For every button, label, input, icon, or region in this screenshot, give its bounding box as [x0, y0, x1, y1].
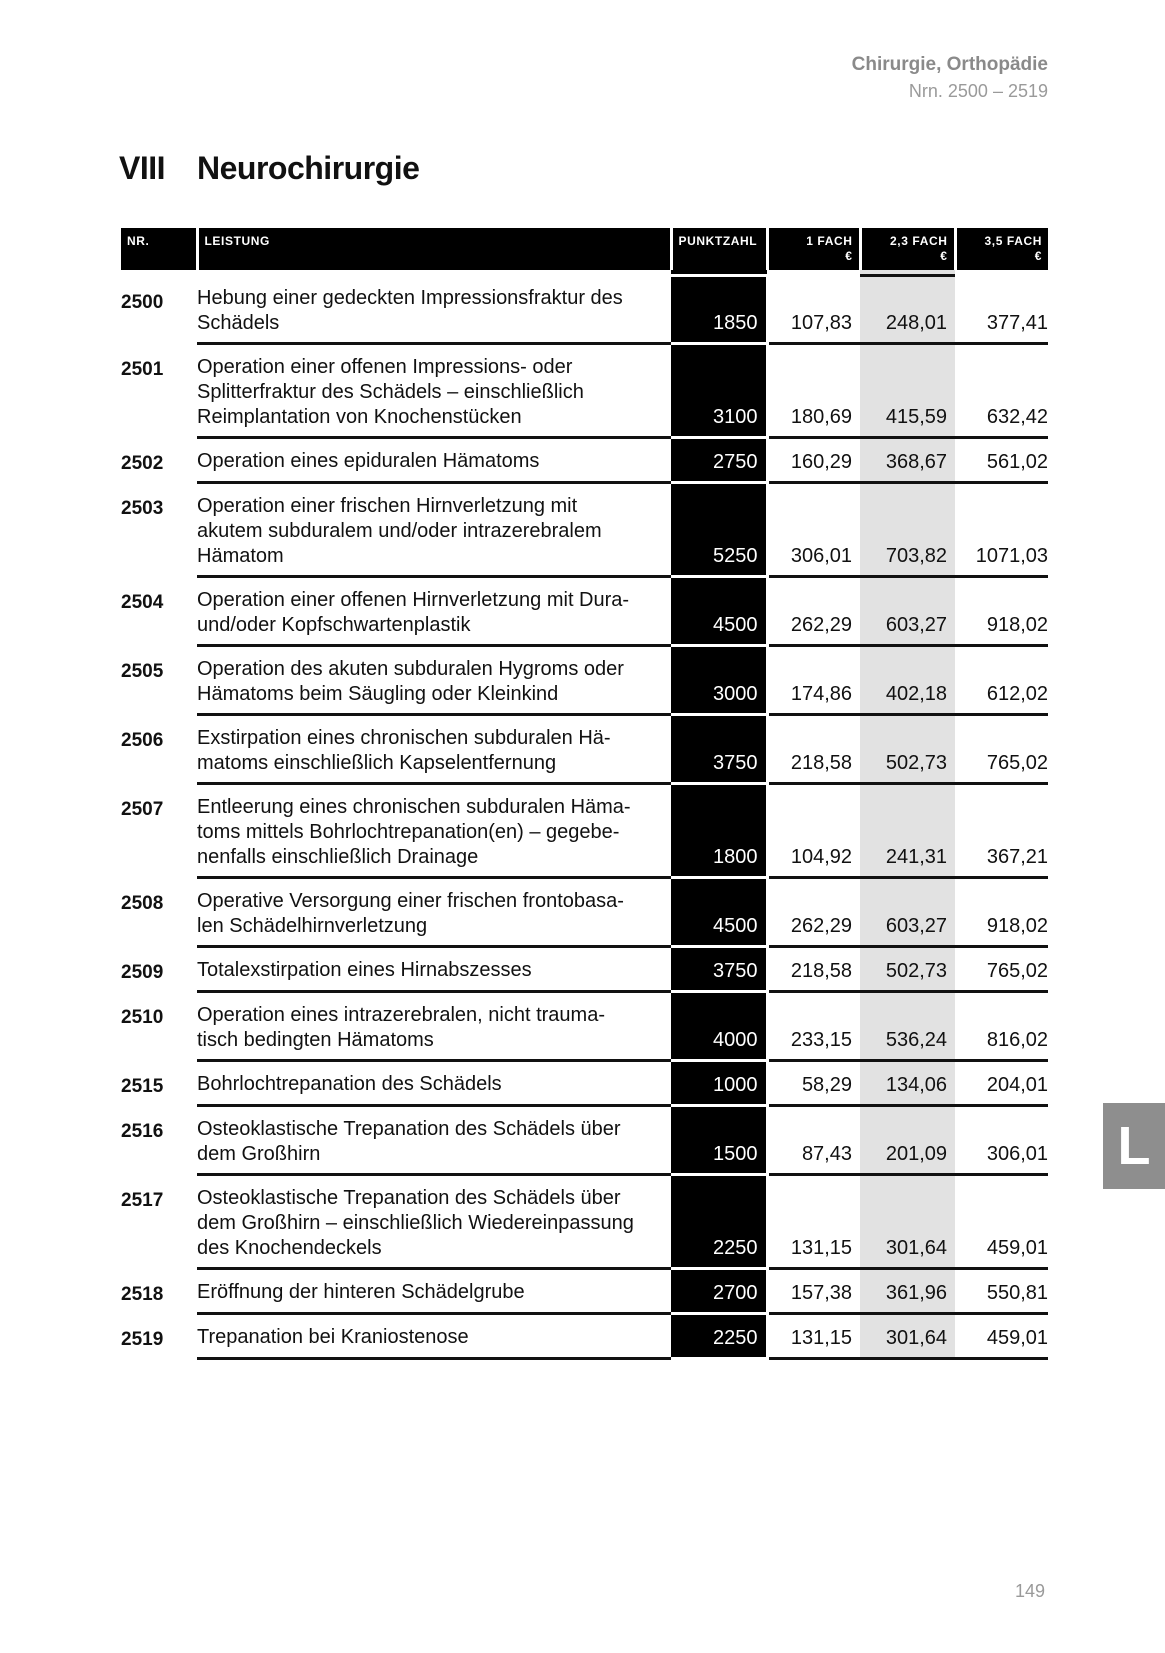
fee-1fach: 218,58	[767, 714, 860, 783]
fee-23fach: 241,31	[860, 783, 955, 877]
table-row	[121, 714, 1048, 783]
punktzahl-value: 3750	[671, 946, 767, 991]
fee-1fach: 174,86	[767, 645, 860, 714]
description-line: Operation einer offenen Hirnverletzung mit Dura-	[197, 588, 630, 611]
service-description	[197, 1060, 671, 1105]
service-number: 2504	[121, 592, 164, 613]
table-row	[121, 482, 1048, 576]
table-header-row	[121, 228, 1048, 270]
fee-1fach: 131,15	[767, 1174, 860, 1268]
service-description	[197, 1174, 671, 1268]
service-number: 2515	[121, 1076, 164, 1097]
fee-35fach: 377,41	[955, 276, 1048, 344]
description-line: Bohrlochtrepanation des Schädels	[197, 1072, 502, 1095]
description-line: Trepanation bei Kraniostenose	[197, 1325, 469, 1348]
description-line: matoms einschließlich Kapselentfernung	[197, 751, 557, 774]
service-number: 2506	[121, 730, 164, 751]
fee-23fach: 502,73	[860, 946, 955, 991]
fee-1fach: 306,01	[767, 482, 860, 576]
description-line: dem Großhirn	[197, 1142, 321, 1165]
punktzahl-value: 1800	[671, 783, 767, 877]
fee-23fach: 502,73	[860, 714, 955, 783]
service-description	[197, 482, 671, 576]
table-body	[121, 270, 1048, 1358]
description-line: len Schädelhirnverletzung	[197, 914, 428, 937]
table-row	[121, 877, 1048, 946]
punktzahl-value: 2250	[671, 1174, 767, 1268]
service-description	[197, 946, 671, 991]
fee-35fach: 765,02	[955, 714, 1048, 783]
fee-35fach: 816,02	[955, 991, 1048, 1060]
fee-35fach: 204,01	[955, 1060, 1048, 1105]
punktzahl-value: 3100	[671, 343, 767, 437]
description-line: Operation einer offenen Impressions- oder	[197, 355, 573, 378]
section-title: Chirurgie, Orthopädie	[851, 54, 1048, 75]
service-number: 2516	[121, 1121, 164, 1142]
fee-1fach: 262,29	[767, 877, 860, 946]
fee-35fach: 367,21	[955, 783, 1048, 877]
service-description	[197, 714, 671, 783]
description-line: Operation eines intrazerebralen, nicht trauma-	[197, 1003, 605, 1026]
fee-35fach: 765,02	[955, 946, 1048, 991]
punktzahl-value: 2250	[671, 1313, 767, 1358]
service-description	[197, 437, 671, 482]
fee-23fach: 703,82	[860, 482, 955, 576]
description-line: tisch bedingten Hämatoms	[197, 1028, 434, 1051]
header-fach1: 1 FACH €	[767, 228, 860, 270]
description-line: Hämatom	[197, 544, 284, 567]
table-row	[121, 991, 1048, 1060]
fee-23fach: 201,09	[860, 1105, 955, 1174]
punktzahl-value: 4500	[671, 576, 767, 645]
fee-35fach: 561,02	[955, 437, 1048, 482]
service-number: 2505	[121, 661, 164, 682]
punktzahl-value: 1000	[671, 1060, 767, 1105]
description-line: Operative Versorgung einer frischen frontobasa-	[197, 889, 624, 912]
fee-23fach: 415,59	[860, 343, 955, 437]
description-line: akutem subduralem und/oder intrazerebralem	[197, 519, 602, 542]
service-description	[197, 877, 671, 946]
fee-35fach: 459,01	[955, 1174, 1048, 1268]
fee-23fach: 248,01	[860, 276, 955, 344]
punktzahl-value: 4000	[671, 991, 767, 1060]
description-line: dem Großhirn – einschließlich Wiedereinpassung	[197, 1211, 634, 1234]
fee-1fach: 180,69	[767, 343, 860, 437]
table-row	[121, 946, 1048, 991]
fee-1fach: 104,92	[767, 783, 860, 877]
fee-35fach: 550,81	[955, 1268, 1048, 1313]
description-line: Hämatoms beim Säugling oder Kleinkind	[197, 682, 559, 705]
header-fach35: 3,5 FACH €	[955, 228, 1048, 270]
fee-1fach: 58,29	[767, 1060, 860, 1105]
table-row	[121, 576, 1048, 645]
service-description	[197, 1268, 671, 1313]
chapter-heading	[119, 150, 419, 187]
fee-23fach: 301,64	[860, 1174, 955, 1268]
punktzahl-value: 5250	[671, 482, 767, 576]
fee-23fach: 402,18	[860, 645, 955, 714]
fee-35fach: 306,01	[955, 1105, 1048, 1174]
fee-1fach: 233,15	[767, 991, 860, 1060]
service-description	[197, 991, 671, 1060]
fee-35fach: 1071,03	[955, 482, 1048, 576]
table-row	[121, 1174, 1048, 1268]
table-row	[121, 343, 1048, 437]
table-row	[121, 1060, 1048, 1105]
fee-1fach: 218,58	[767, 946, 860, 991]
section-tab: L	[1103, 1103, 1165, 1189]
service-number: 2510	[121, 1007, 164, 1028]
service-number: 2508	[121, 893, 164, 914]
header-fach23: 2,3 FACH €	[860, 228, 955, 270]
service-number: 2518	[121, 1284, 164, 1305]
header-nr: NR.	[121, 228, 197, 270]
description-line: Exstirpation eines chronischen subduralen Hä-	[197, 726, 611, 749]
description-line: Osteoklastische Trepanation des Schädels über	[197, 1186, 621, 1209]
fee-23fach: 536,24	[860, 991, 955, 1060]
fee-23fach: 361,96	[860, 1268, 955, 1313]
page-number: 149	[1014, 1581, 1045, 1601]
table-row	[121, 437, 1048, 482]
punktzahl-value: 3750	[671, 714, 767, 783]
service-number: 2519	[121, 1329, 164, 1350]
fee-table	[121, 228, 1048, 1360]
fee-1fach: 262,29	[767, 576, 860, 645]
description-line: Splitterfraktur des Schädels – einschließlich	[197, 380, 584, 403]
fee-23fach: 134,06	[860, 1060, 955, 1105]
fee-35fach: 459,01	[955, 1313, 1048, 1358]
service-number: 2502	[121, 453, 164, 474]
running-header	[852, 52, 1048, 104]
table-row	[121, 276, 1048, 344]
service-description	[197, 783, 671, 877]
fee-23fach: 301,64	[860, 1313, 955, 1358]
fee-1fach: 131,15	[767, 1313, 860, 1358]
table-row	[121, 1268, 1048, 1313]
description-line: Operation einer frischen Hirnverletzung mit	[197, 494, 578, 517]
fee-35fach: 632,42	[955, 343, 1048, 437]
description-line: des Knochendeckels	[197, 1236, 382, 1259]
description-line: Schädels	[197, 311, 280, 334]
fee-1fach: 160,29	[767, 437, 860, 482]
service-number: 2503	[121, 498, 164, 519]
punktzahl-value: 4500	[671, 877, 767, 946]
description-line: Operation des akuten subduralen Hygroms oder	[197, 657, 624, 680]
service-description	[197, 343, 671, 437]
service-number: 2500	[121, 291, 164, 313]
header-punktzahl: PUNKTZAHL	[671, 228, 767, 270]
description-line: Entleerung eines chronischen subduralen Häma-	[197, 795, 631, 818]
service-description	[197, 576, 671, 645]
fee-1fach: 107,83	[767, 276, 860, 344]
service-description	[197, 645, 671, 714]
description-line: Hebung einer gedeckten Impressionsfraktur des	[197, 286, 623, 309]
service-number: 2517	[121, 1190, 164, 1211]
service-number: 2507	[121, 799, 164, 820]
table-row	[121, 783, 1048, 877]
table-row	[121, 1105, 1048, 1174]
description-line: Reimplantation von Knochenstücken	[197, 405, 522, 428]
punktzahl-value: 1500	[671, 1105, 767, 1174]
fee-1fach: 87,43	[767, 1105, 860, 1174]
service-number: 2509	[121, 962, 164, 983]
number-range: Nrn. 2500 – 2519	[908, 81, 1048, 101]
punktzahl-value: 2750	[671, 437, 767, 482]
table-row	[121, 1313, 1048, 1358]
service-description	[197, 276, 671, 344]
fee-35fach: 918,02	[955, 877, 1048, 946]
description-line: Totalexstirpation eines Hirnabszesses	[197, 958, 532, 981]
description-line: Osteoklastische Trepanation des Schädels über	[197, 1117, 621, 1140]
fee-35fach: 918,02	[955, 576, 1048, 645]
header-leistung: LEISTUNG	[197, 228, 671, 270]
fee-23fach: 603,27	[860, 877, 955, 946]
service-description	[197, 1313, 671, 1358]
service-description	[197, 1105, 671, 1174]
punktzahl-value: 1850	[671, 276, 767, 344]
punktzahl-value: 3000	[671, 645, 767, 714]
chapter-title: Neurochirurgie	[197, 150, 420, 186]
punktzahl-value: 2700	[671, 1268, 767, 1313]
fee-23fach: 603,27	[860, 576, 955, 645]
table-row	[121, 645, 1048, 714]
fee-35fach: 612,02	[955, 645, 1048, 714]
description-line: Eröffnung der hinteren Schädelgrube	[197, 1280, 525, 1303]
description-line: nenfalls einschließlich Drainage	[197, 845, 479, 868]
chapter-number: VIII	[119, 150, 166, 186]
fee-23fach: 368,67	[860, 437, 955, 482]
description-line: Operation eines epiduralen Hämatoms	[197, 449, 540, 472]
service-number: 2501	[121, 359, 164, 380]
description-line: toms mittels Bohrlochtrepanation(en) – gegebe-	[197, 820, 620, 843]
fee-1fach: 157,38	[767, 1268, 860, 1313]
description-line: und/oder Kopfschwartenplastik	[197, 613, 471, 636]
